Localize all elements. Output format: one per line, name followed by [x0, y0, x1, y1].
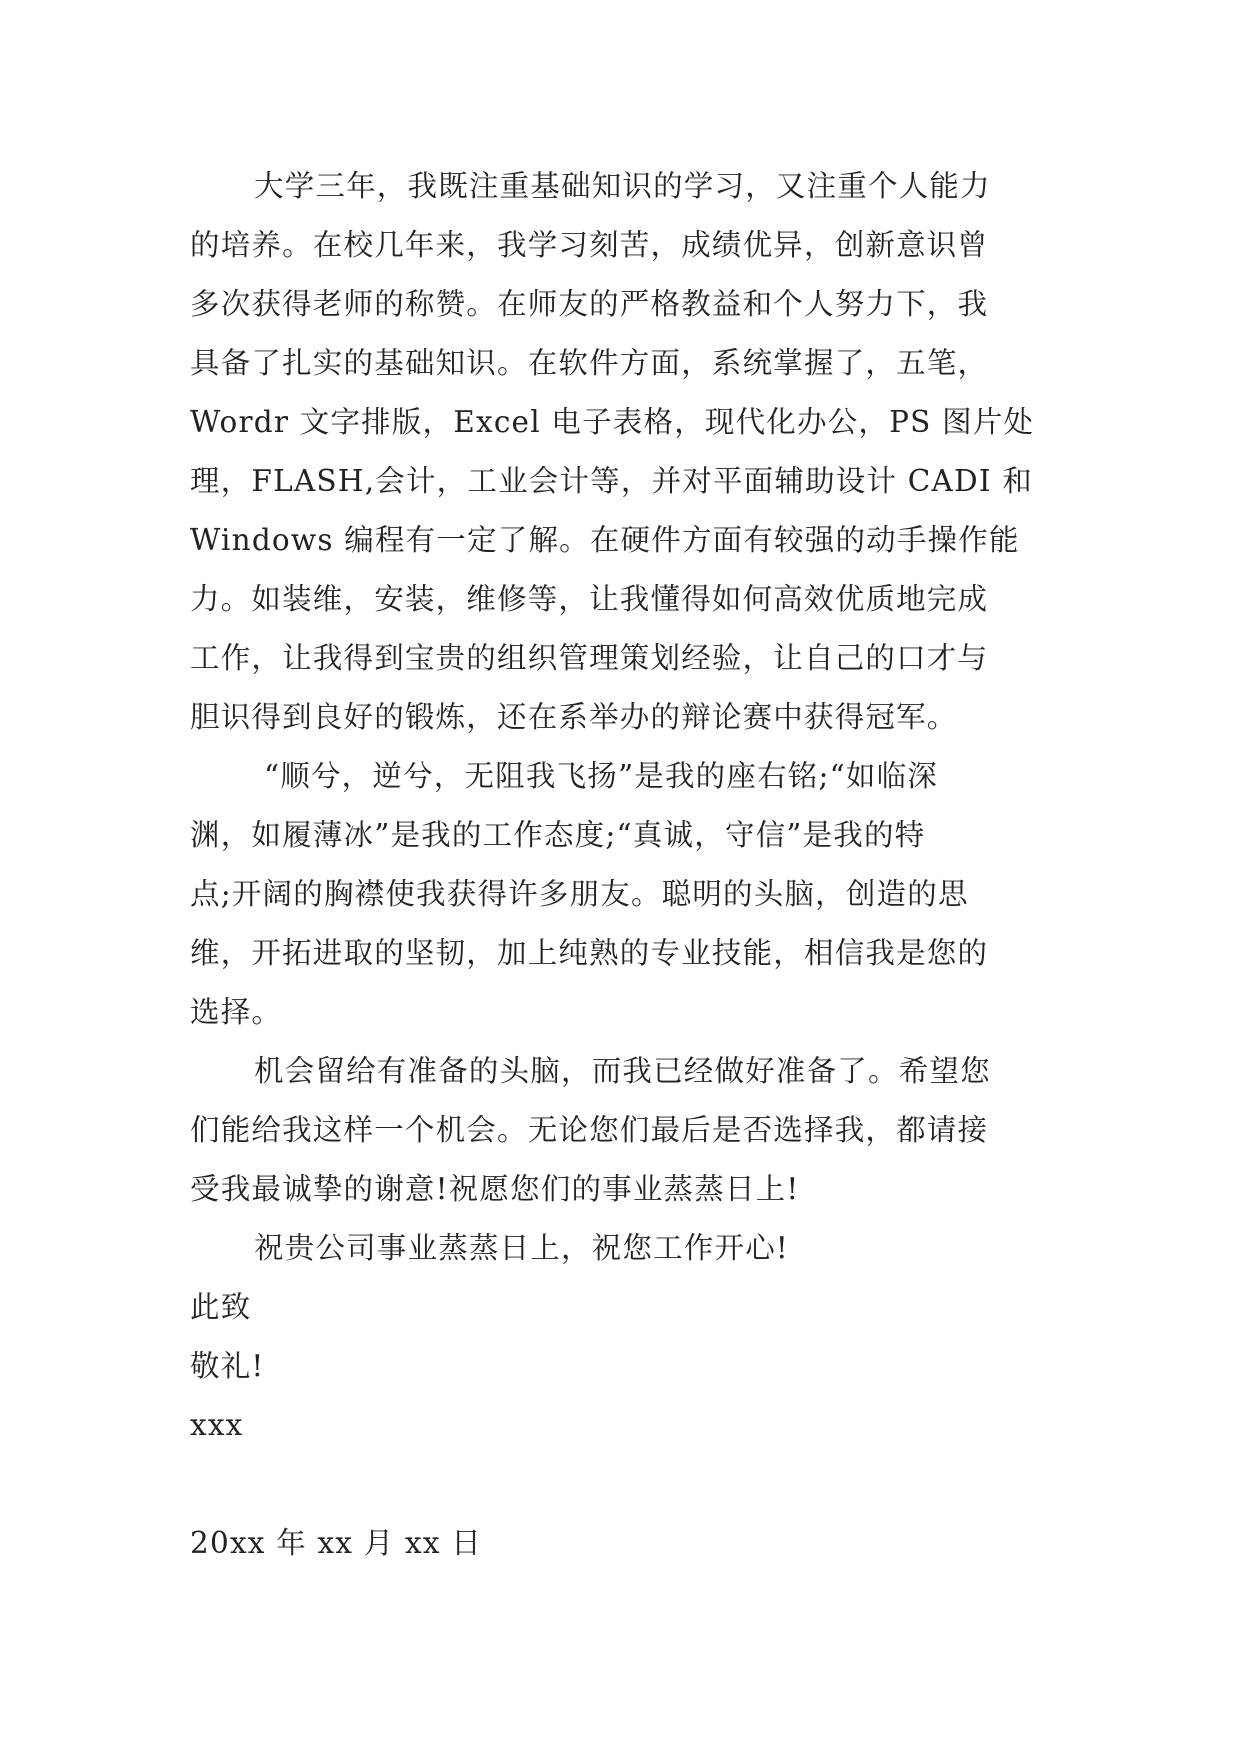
text-line: Wordr 文字排版，Excel 电子表格，现代化办公，PS 图片处: [190, 405, 1035, 439]
paragraph-opportunity: [190, 1042, 1070, 1219]
text-line: 点;开阔的胸襟使我获得许多朋友。聪明的头脑，创造的思: [190, 877, 969, 911]
closing-salutation: 此致: [190, 1290, 252, 1324]
text-line: 胆识得到良好的锻炼，还在系举办的辩论赛中获得冠军。: [190, 700, 958, 734]
text-line: 维，开拓进取的坚韧，加上纯熟的专业技能，相信我是您的: [190, 936, 989, 970]
closing-respect: 敬礼!: [190, 1349, 265, 1383]
text-line: 理，FLASH,会计，工业会计等，并对平面辅助设计 CADI 和: [190, 464, 1034, 498]
text-line: 多次获得老师的称赞。在师友的严格教益和个人努力下，我: [190, 287, 989, 321]
paragraph-wishes: 祝贵公司事业蒸蒸日上，祝您工作开心!: [254, 1231, 789, 1265]
text-line: 力。如装维，安装，维修等，让我懂得如何高效优质地完成: [190, 582, 989, 616]
blank-spacer: [190, 1455, 1070, 1514]
text-line: 机会留给有准备的头脑，而我已经做好准备了。希望您: [254, 1054, 991, 1088]
text-line: “顺兮，逆兮，无阻我飞扬”是我的座右铭;“如临深: [264, 759, 938, 793]
paragraph-motto: [190, 747, 1070, 1042]
paragraph-skills: [190, 157, 1070, 747]
text-line: 工作，让我得到宝贵的组织管理策划经验，让自己的口才与: [190, 641, 989, 675]
text-line: 受我最诚挚的谢意!祝愿您们的事业蒸蒸日上!: [190, 1172, 800, 1206]
text-line: 大学三年，我既注重基础知识的学习，又注重个人能力: [254, 169, 991, 203]
letter-date: 20xx 年 xx 月 xx 日: [190, 1526, 482, 1560]
text-line: 具备了扎实的基础知识。在软件方面，系统掌握了，五笔，: [190, 346, 989, 380]
text-line: 们能给我这样一个机会。无论您们最后是否选择我，都请接: [190, 1113, 989, 1147]
text-line: 渊，如履薄冰”是我的工作态度;“真诚，守信”是我的特: [190, 818, 926, 852]
letter-body: [190, 157, 1070, 1573]
text-line: Windows 编程有一定了解。在硬件方面有较强的动手操作能: [190, 523, 1020, 557]
signature: xxx: [190, 1408, 244, 1442]
text-line: 的培养。在校几年来，我学习刻苦，成绩优异，创新意识曾: [190, 228, 989, 262]
text-line: 选择。: [190, 995, 283, 1029]
